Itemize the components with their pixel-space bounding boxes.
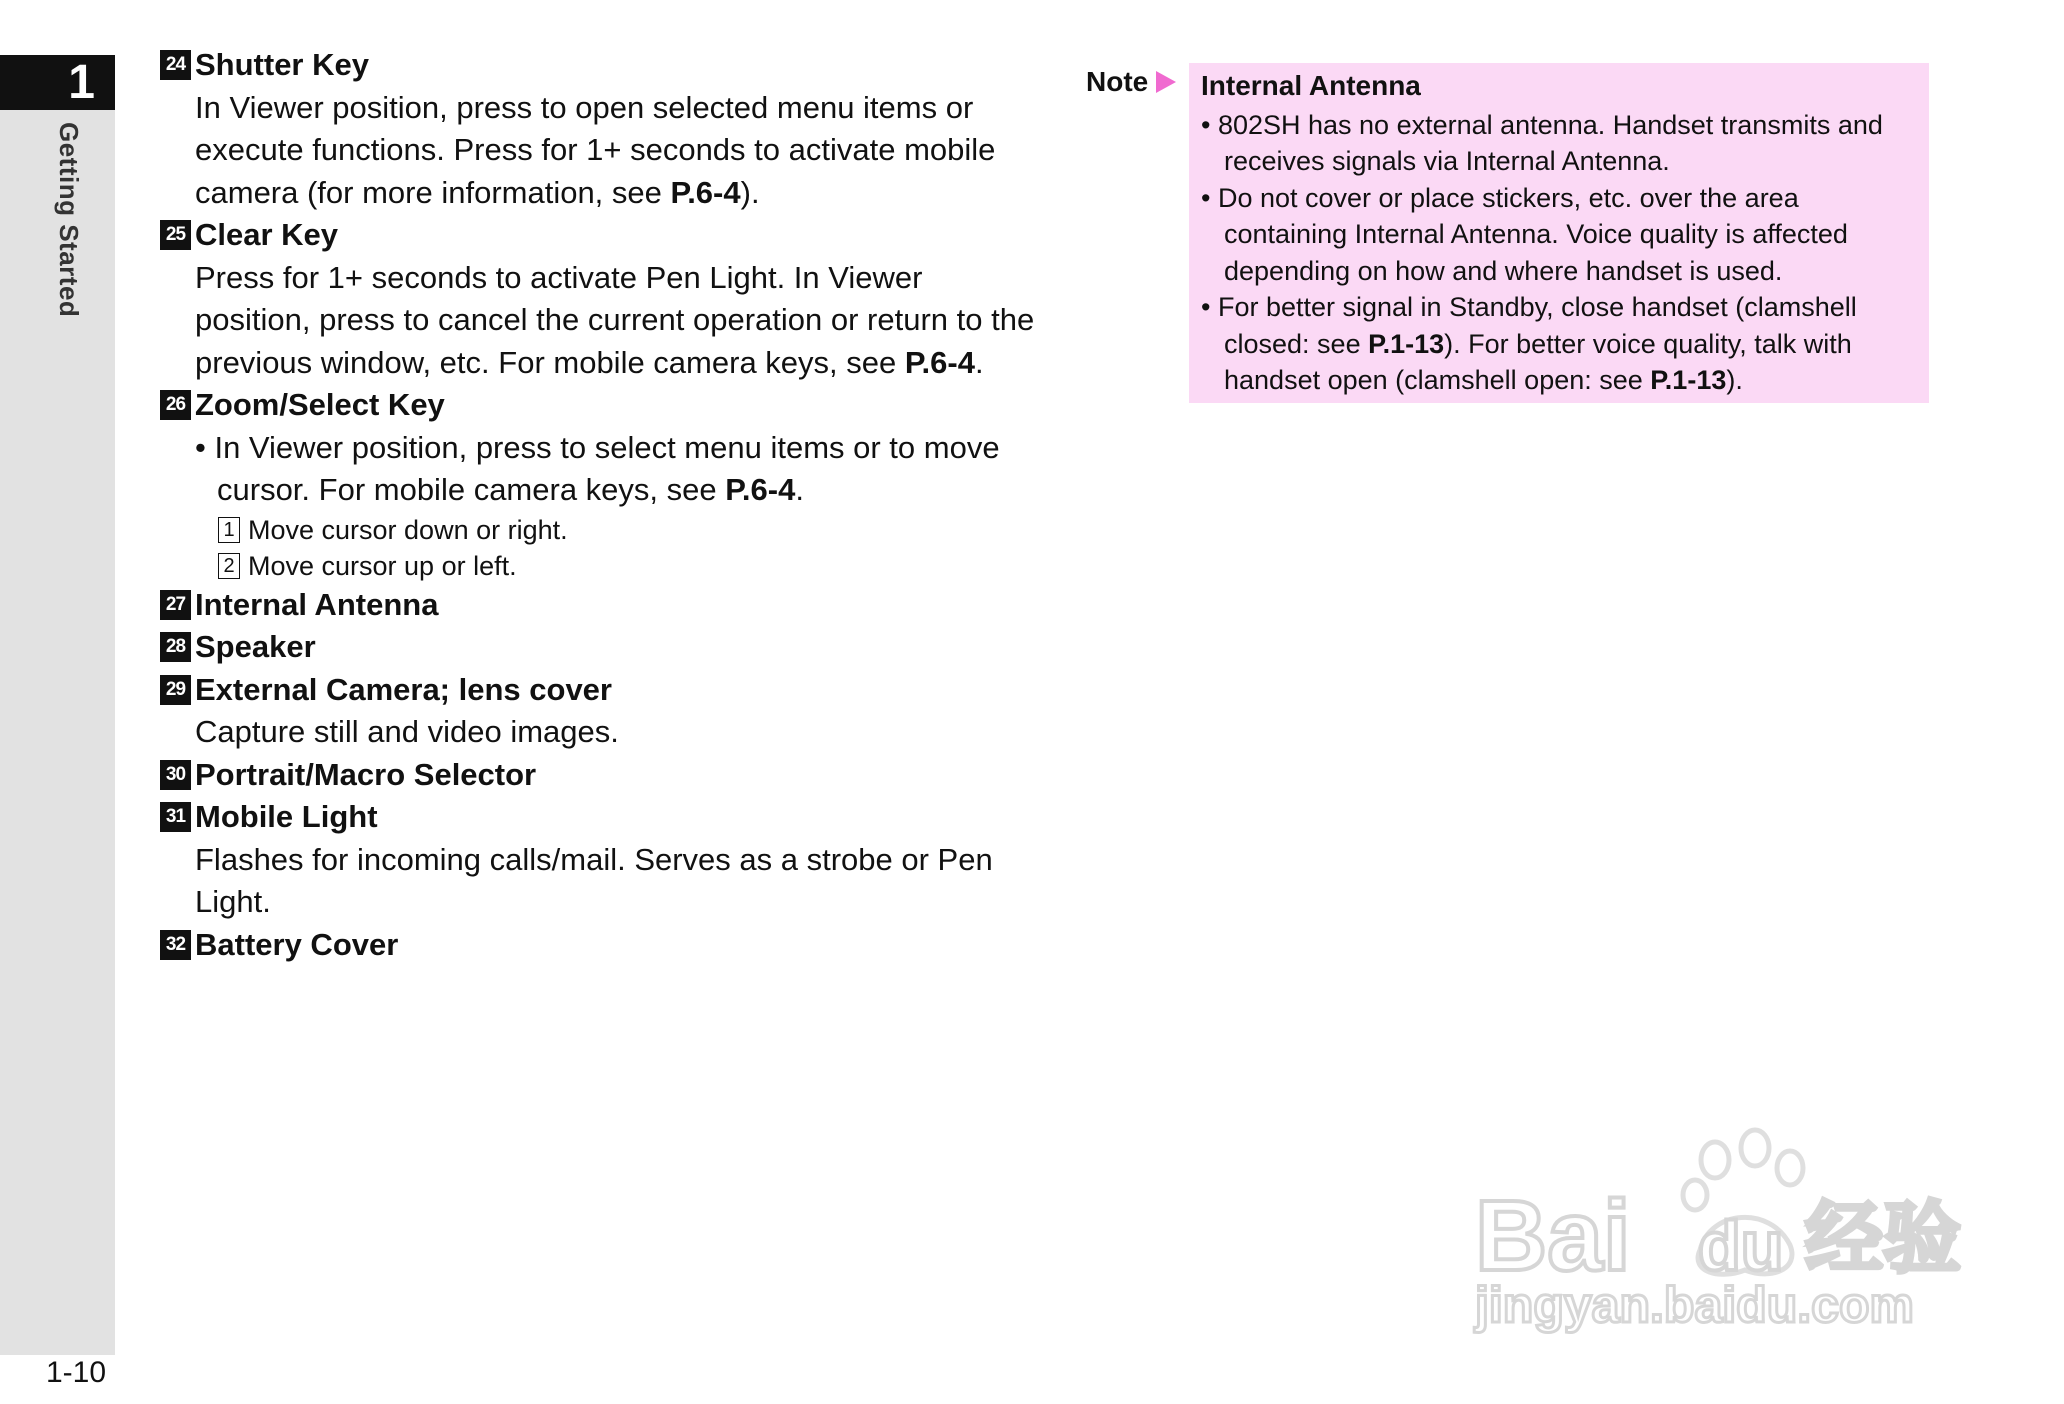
item-bullet-line xyxy=(160,427,1040,470)
item-number-badge: 28 xyxy=(160,632,191,662)
text-segment: In Viewer position, press to open selected menu items or xyxy=(195,89,974,125)
page-reference: P.6-4 xyxy=(725,472,796,507)
text-segment: ). xyxy=(1726,365,1743,395)
baidu-watermark-logo xyxy=(1470,1100,1970,1340)
item-bullet-line xyxy=(160,469,1040,512)
svg-text:Bai: Bai xyxy=(1475,1180,1631,1292)
item-heading xyxy=(160,754,1040,797)
key-instruction-text: Move cursor up or left. xyxy=(248,550,517,581)
item-title: Internal Antenna xyxy=(195,586,439,622)
note-bullet-line xyxy=(1201,253,1917,290)
item-description-line xyxy=(160,342,1040,385)
page-reference: P.6-4 xyxy=(670,174,741,210)
item-description-line xyxy=(160,257,1040,300)
item-heading xyxy=(160,796,1040,839)
item-heading xyxy=(160,626,1040,669)
text-segment: previous window, etc. For mobile camera keys, see xyxy=(195,344,905,380)
key-instruction xyxy=(160,548,1040,584)
text-segment: • In Viewer position, press to select menu items or to move xyxy=(195,429,1000,465)
item-title: External Camera; lens cover xyxy=(195,671,612,707)
text-segment: ). For better voice quality, talk with xyxy=(1444,328,1852,359)
text-segment: • Do not cover or place stickers, etc. over the area xyxy=(1201,182,1799,213)
page-reference: P.1-13 xyxy=(1650,365,1727,395)
item-number-badge: 24 xyxy=(160,50,191,80)
item-heading xyxy=(160,214,1040,257)
item-number-badge: 32 xyxy=(160,930,191,960)
item-number-badge: 26 xyxy=(160,390,191,420)
text-segment: closed: see xyxy=(1224,328,1369,359)
note-label-text: Note xyxy=(1086,66,1149,97)
text-segment: • 802SH has no external antenna. Handset transmits and xyxy=(1201,109,1883,140)
note-bullet-line xyxy=(1201,289,1917,326)
chapter-number: 1 xyxy=(0,55,115,110)
note-bullet-line xyxy=(1201,362,1917,399)
key-icon: 1 xyxy=(218,517,240,543)
item-heading xyxy=(160,924,1040,967)
text-segment: • For better signal in Standby, close handset (clamshell xyxy=(1201,292,1857,322)
note-bullet xyxy=(1201,180,1917,290)
note-arrow-icon xyxy=(1156,71,1176,93)
item-heading xyxy=(160,669,1040,712)
note-box xyxy=(1189,63,1929,403)
svg-text:du: du xyxy=(1698,1207,1784,1285)
text-segment: Flashes for incoming calls/mail. Serves as a strobe or Pen Light. xyxy=(195,841,993,919)
page-reference: P.1-13 xyxy=(1368,328,1445,359)
item-description-line xyxy=(160,839,1040,924)
key-instruction xyxy=(160,512,1040,548)
key-icon: 2 xyxy=(218,553,240,579)
item-description-line xyxy=(160,299,1040,342)
item-title: Clear Key xyxy=(195,217,339,252)
text-segment: . xyxy=(974,344,984,380)
note-title: Internal Antenna xyxy=(1201,70,1421,101)
key-descriptions xyxy=(160,44,1040,966)
text-segment: receives signals via Internal Antenna. xyxy=(1224,146,1670,176)
text-segment: . xyxy=(795,472,804,507)
item-title: Shutter Key xyxy=(195,47,369,82)
item-number-badge: 30 xyxy=(160,760,191,790)
svg-text:jingyan.baidu.com: jingyan.baidu.com xyxy=(1475,1277,1914,1333)
item-title: Portrait/Macro Selector xyxy=(195,756,537,792)
note-bullet xyxy=(1201,107,1917,180)
text-segment: Capture still and video images. xyxy=(195,714,619,749)
note-bullet-line xyxy=(1201,143,1917,180)
item-description-line xyxy=(160,172,1040,215)
note-bullet-line xyxy=(1201,107,1917,144)
item-number-badge: 29 xyxy=(160,675,191,705)
item-heading xyxy=(160,584,1040,627)
text-segment: position, press to cancel the current operation or return to the xyxy=(195,302,1035,337)
item-title: Zoom/Select Key xyxy=(195,387,445,422)
note-bullet-line xyxy=(1201,326,1917,363)
item-title: Speaker xyxy=(195,629,316,664)
item-title: Battery Cover xyxy=(195,926,399,962)
item-heading xyxy=(160,44,1040,87)
note-bullet-line xyxy=(1201,180,1917,217)
chapter-title: Getting Started xyxy=(54,122,84,318)
item-number-badge: 31 xyxy=(160,802,191,832)
note-bullet xyxy=(1201,289,1917,399)
page-number: 1-10 xyxy=(46,1356,107,1389)
text-segment: Press for 1+ seconds to activate Pen Light. In Viewer xyxy=(195,259,923,295)
key-instruction-text: Move cursor down or right. xyxy=(248,514,568,545)
text-segment: depending on how and where handset is used. xyxy=(1224,255,1783,286)
item-number-badge: 25 xyxy=(160,220,191,250)
item-description-line xyxy=(160,711,1040,754)
text-segment: handset open (clamshell open: see xyxy=(1224,365,1651,395)
text-segment: cursor. For mobile camera keys, see xyxy=(217,472,726,507)
item-description-line xyxy=(160,129,1040,172)
item-title: Mobile Light xyxy=(195,799,378,834)
text-segment: containing Internal Antenna. Voice quality is affected xyxy=(1224,219,1848,249)
text-segment: camera (for more information, see xyxy=(195,174,671,210)
item-description-line xyxy=(160,87,1040,130)
item-heading xyxy=(160,384,1040,427)
text-segment: ). xyxy=(740,174,760,210)
text-segment: execute functions. Press for 1+ seconds to activate mobile xyxy=(195,132,996,167)
item-number-badge: 27 xyxy=(160,590,191,620)
note-bullet-line xyxy=(1201,216,1917,253)
svg-text:经验: 经验 xyxy=(1805,1194,1962,1284)
page-reference: P.6-4 xyxy=(904,344,975,380)
note-label xyxy=(1086,66,1176,98)
